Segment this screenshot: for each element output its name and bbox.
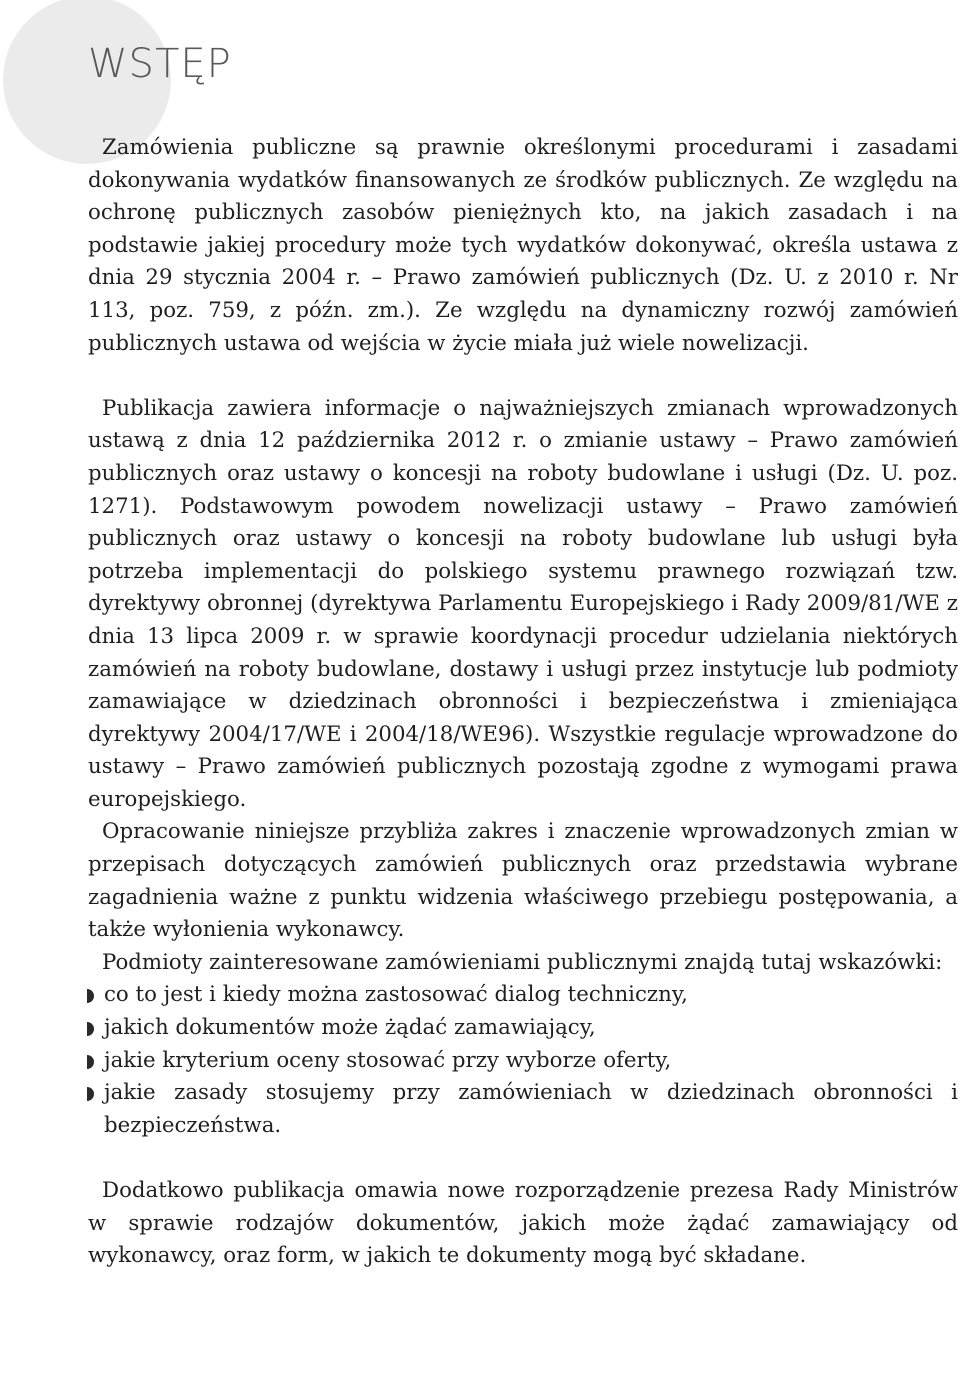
paragraph-closing: Dodatkowo publikacja omawia nowe rozporządzenie prezesa Rady Ministrów w sprawie rodzajów dokumentów, jakich może żądać zamawiający od wykonawcy, oraz form, w jakich te dokumenty mogą być składane. [88,1178,958,1269]
paragraph-publication: Publikacja zawiera informacje o najważniejszych zmianach wprowadzonych ustawą z dnia 12 października 2012 r. o zmianie ustawy – Prawo zamówień publicznych oraz ustawy o koncesji na roboty budowlane i usługi (Dz. U. poz. 1271). Podstawowym powodem nowelizacji ustawy – Prawo zamówień publicznych oraz ustawy o koncesji na roboty budowlane lub usługi była potrzeba implementacji do polskiego systemu prawnego rozwiązań tzw. dyrektywy obronnej (dyrektywa Parlamentu Europejskiego i Rady 2009/81/WE z dnia 13 lipca 2009 r. w sprawie koordynacji procedur udzielania niektórych zamówień na roboty budowlane, dostawy i usługi przez instytucje lub podmioty zamawiające w dziedzinach obronności i bezpieczeństwa i zmieniająca dyrektywy 2004/17/WE i 2004/18/WE96). Wszystkie regulacje wprowadzone do ustawy – Prawo zamówień publicznych pozostają zgodne z wymogami prawa europejskiego. [88,395,958,812]
list-item-text: jakie zasady stosujemy przy zamówieniach w dziedzinach obronności i bezpieczeństwa. [104,1080,958,1138]
list-item-text: co to jest i kiedy można zastosować dialog techniczny, [104,982,688,1008]
half-circle-bullet-icon [86,1022,97,1036]
list-item [88,1012,958,1045]
list-item [88,1077,958,1142]
half-circle-bullet-icon [86,1055,97,1069]
guidance-list [88,979,958,1142]
paragraph-scope: Opracowanie niniejsze przybliża zakres i znaczenie wprowadzonych zmian w przepisach dotyczących zamówień publicznych oraz przedstawia wybrane zagadnienia ważne z punktu widzenia właściwego przebiegu postępowania, a także wyłonienia wykonawcy. [88,819,958,943]
page-title: WSTĘP [88,41,232,87]
list-item [88,979,958,1012]
paragraph-intro: Zamówienia publiczne są prawnie określonymi procedurami i zasadami dokonywania wydatków finansowanych ze środków publicznych. Ze względu na ochronę publicznych zasobów pieniężnych kto, na jakich zasadach i na podstawie jakiej procedury może tych wydatków dokonywać, określa ustawa z dnia 29 stycznia 2004 r. – Prawo zamówień publicznych (Dz. U. z 2010 r. Nr 113, poz. 759, z późn. zm.). Ze względu na dynamiczny rozwój zamówień publicznych ustawa od wejścia w życie miała już wiele nowelizacji. [88,135,958,356]
paragraph-guidance: Podmioty zainteresowane zamówieniami publicznymi znajdą tutaj wskazówki: [102,949,943,975]
list-item [88,1045,958,1078]
half-circle-bullet-icon [86,1087,97,1101]
document-body [88,132,958,1273]
list-item-text: jakich dokumentów może żądać zamawiający, [104,1015,596,1041]
half-circle-bullet-icon [86,989,97,1003]
list-item-text: jakie kryterium oceny stosować przy wyborze oferty, [104,1047,672,1073]
